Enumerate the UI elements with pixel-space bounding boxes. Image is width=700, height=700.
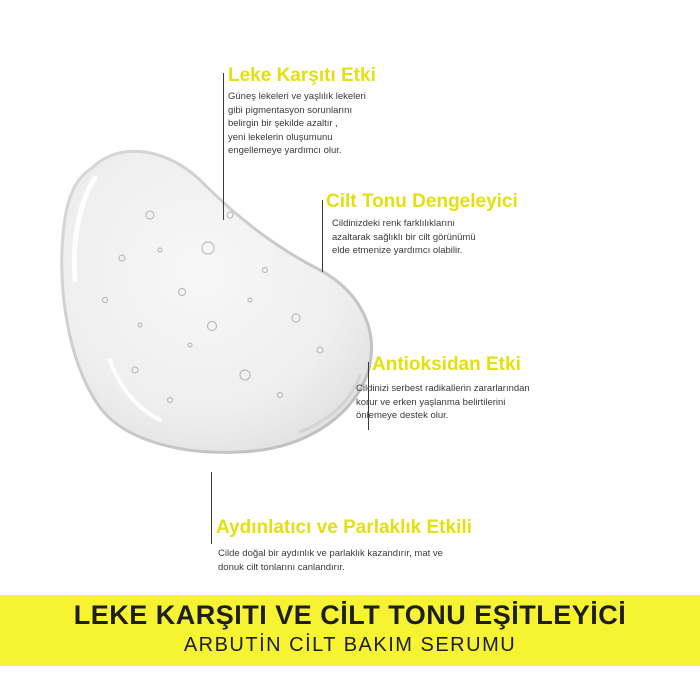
- connector-line-4: [211, 472, 212, 544]
- feature-leke-karsiti: [228, 64, 376, 158]
- banner-title: LEKE KARŞITI VE CİLT TONU EŞİTLEYİCİ: [73, 600, 627, 630]
- feature-description: Cilde doğal bir aydınlık ve parlaklık kazandırır, mat ve donuk cilt tonlarını canlandırır.: [218, 548, 443, 573]
- feature-title: Aydınlatıcı ve Parlaklık Etkili: [216, 517, 472, 538]
- feature-cilt-tonu: [326, 190, 518, 258]
- feature-description: Cildinizdeki renk farklılıklarını azaltarak sağlıklı bir cilt görünümü elde etmenize yardımcı olabilir.: [332, 218, 476, 257]
- feature-description: Cildinizi serbest radikallerin zararlarından korur ve erken yaşlanma belirtilerini önlemeye destek olur.: [356, 383, 530, 422]
- connector-line-2: [322, 200, 323, 272]
- feature-description: Güneş lekeleri ve yaşlılık lekeleri gibi pigmentasyon sorunlarını belirgin bir şekilde azaltır , yeni lekelerin oluşumunu engellemeye yardımcı olur.: [228, 91, 366, 157]
- feature-aydinlatici: [216, 516, 472, 574]
- feature-title: Leke Karşıtı Etki: [228, 65, 376, 86]
- banner-subtitle: ARBUTİN CİLT BAKIM SERUMU: [183, 634, 517, 656]
- feature-antioksidan: [356, 353, 530, 423]
- feature-title: Antioksidan Etki: [372, 354, 521, 375]
- product-banner: [0, 595, 700, 666]
- connector-line-1: [223, 73, 224, 220]
- feature-title: Cilt Tonu Dengeleyici: [326, 191, 518, 212]
